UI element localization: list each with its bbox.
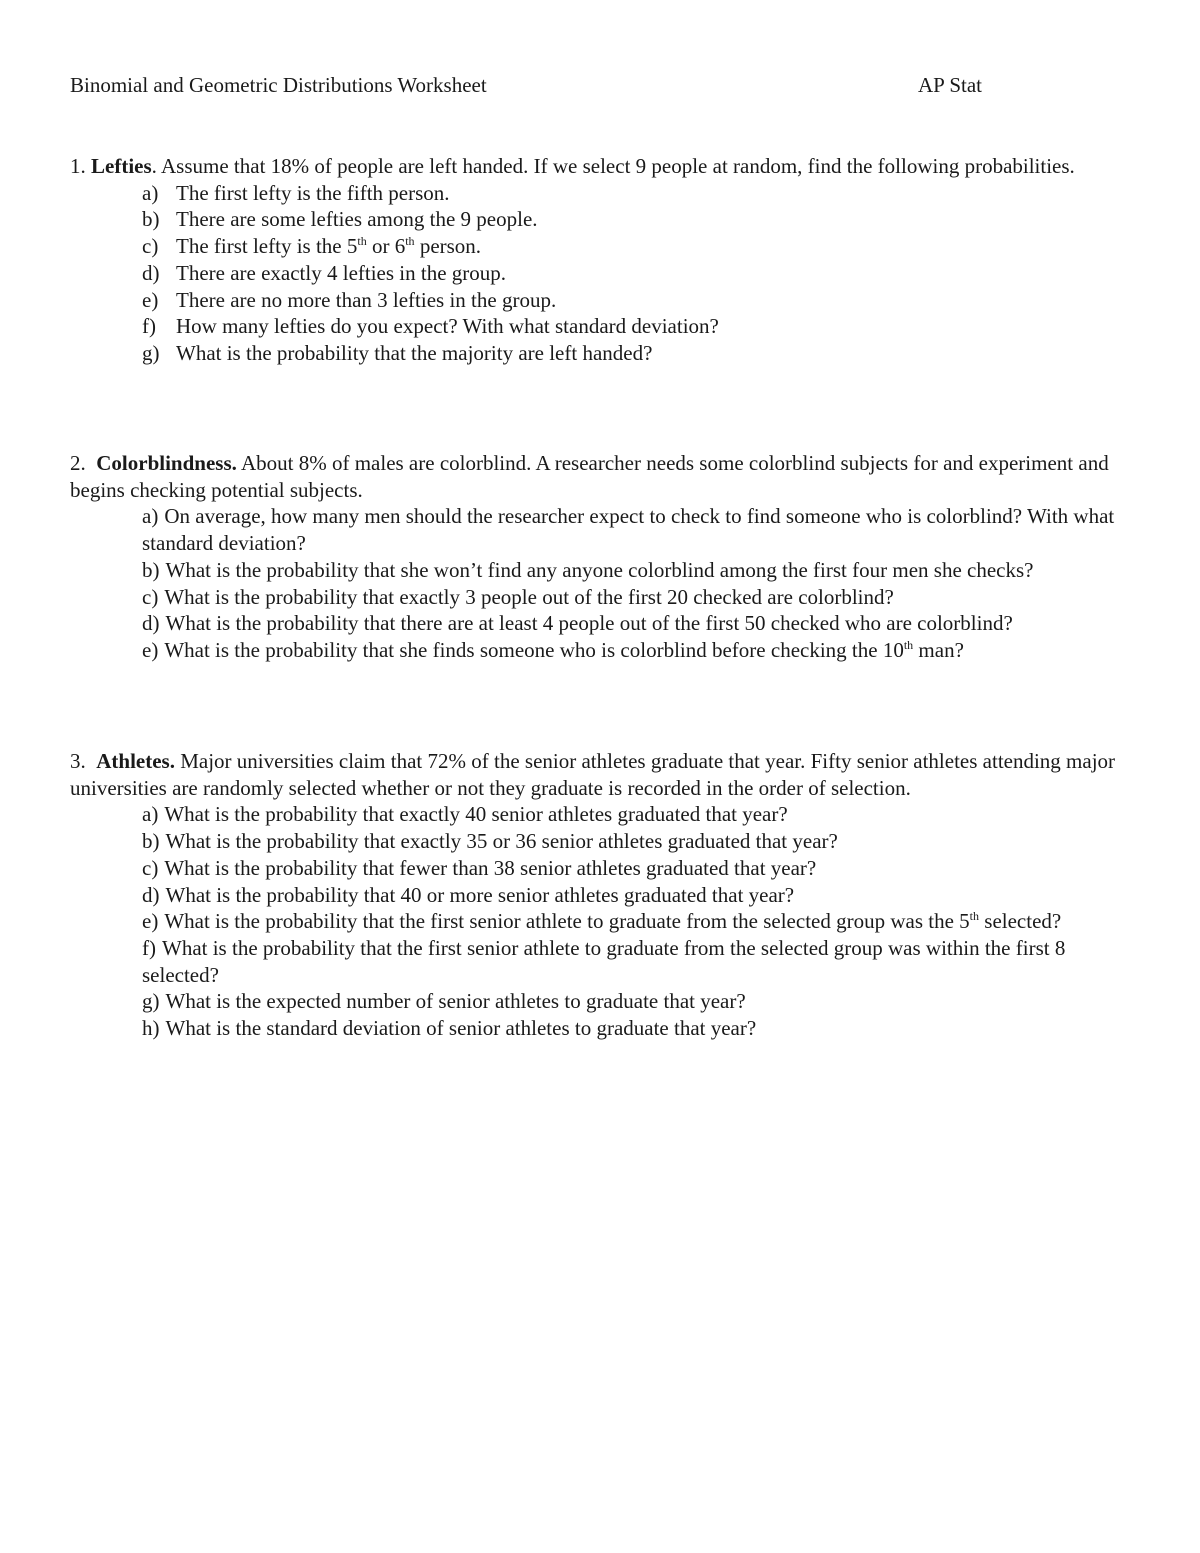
question-list	[70, 180, 1135, 367]
question-list	[70, 801, 1135, 1041]
question-list	[70, 503, 1135, 663]
question-label: b)	[142, 557, 160, 582]
question-label: h)	[142, 1016, 160, 1041]
question-item	[142, 882, 1135, 909]
problem-3-intro	[70, 748, 1135, 801]
question-item	[142, 935, 1135, 988]
problem-text: . Assume that 18% of people are left handed. If we select 9 people at random, find the following probabilities.	[151, 154, 1075, 178]
question-text: What is the probability that exactly 35 or 36 senior athletes graduated that year?	[165, 829, 838, 854]
question-text: What is the probability that the first senior athlete to graduate from the selected group was within the first 8 selected?	[142, 935, 1066, 987]
question-text: What is the standard deviation of senior athletes to graduate that year?	[165, 1016, 757, 1041]
question-item	[142, 180, 1135, 207]
question-text-pre: What is the probability that the first senior athlete to graduate from the selected group was the 5	[164, 909, 970, 934]
question-label: f)	[142, 935, 156, 960]
problem-heading: Lefties	[91, 154, 152, 178]
question-text-mid: or 6	[366, 234, 406, 259]
question-item	[142, 233, 1135, 260]
question-item	[142, 584, 1135, 611]
question-label: c)	[142, 855, 159, 880]
question-text-post: person.	[414, 234, 482, 259]
question-item	[142, 988, 1135, 1015]
problem-text: Major universities claim that 72% of the senior athletes graduate that year. Fifty senior athletes attending major universities are randomly selected whether or not they graduate is recorded in the order of selection.	[70, 749, 1116, 800]
page-header	[70, 72, 1200, 100]
question-label: a)	[142, 802, 159, 827]
question-text: What is the probability that there are at least 4 people out of the first 50 checked who are colorblind?	[165, 611, 1013, 636]
question-label: b)	[142, 829, 160, 854]
question-label: c)	[142, 584, 159, 609]
question-text: What is the expected number of senior athletes to graduate that year?	[165, 989, 746, 1014]
problem-2-intro	[70, 450, 1135, 503]
problem-text: About 8% of males are colorblind. A researcher needs some colorblind subjects for and experiment and begins checking potential subjects.	[70, 451, 1109, 502]
question-text-post: man?	[913, 637, 964, 662]
course-name: AP Stat	[918, 73, 982, 97]
question-item	[142, 503, 1135, 556]
question-text-pre: What is the probability that she finds someone who is colorblind before checking the 10	[164, 637, 904, 662]
worksheet-title: Binomial and Geometric Distributions Worksheet	[70, 73, 487, 97]
question-item	[142, 855, 1135, 882]
question-item	[142, 260, 1135, 287]
ordinal-suffix: th	[969, 909, 980, 924]
question-item	[142, 610, 1135, 637]
problem-heading: Colorblindness.	[96, 451, 237, 475]
question-text: On average, how many men should the researcher expect to check to find someone who is colorblind? With what standard deviation?	[142, 504, 1115, 556]
ordinal-suffix: th	[405, 234, 415, 249]
ordinal-suffix: th	[903, 637, 914, 652]
question-label: g)	[142, 340, 160, 365]
problem-number: 2.	[70, 451, 86, 475]
question-item	[142, 1015, 1135, 1042]
question-label: a)	[142, 504, 159, 529]
problem-heading: Athletes.	[96, 749, 175, 773]
question-text: There are no more than 3 lefties in the group.	[176, 287, 557, 312]
problem-1-intro	[70, 153, 1135, 180]
question-item	[142, 557, 1135, 584]
question-text: The first lefty is the fifth person.	[176, 180, 450, 205]
question-text: What is the probability that the majority are left handed?	[176, 340, 653, 365]
question-label: d)	[142, 260, 160, 285]
question-label: e)	[142, 637, 159, 662]
question-text: There are exactly 4 lefties in the group.	[176, 260, 507, 285]
question-label: f)	[142, 314, 156, 339]
question-label: d)	[142, 611, 160, 636]
question-label: c)	[142, 234, 159, 259]
question-text: What is the probability that exactly 3 people out of the first 20 checked are colorblind?	[164, 584, 894, 609]
question-item	[142, 637, 1135, 664]
question-item	[142, 340, 1135, 367]
question-label: d)	[142, 882, 160, 907]
question-text-pre: The first lefty is the 5	[176, 234, 358, 259]
question-item	[142, 287, 1135, 314]
question-text: What is the probability that she won’t find any anyone colorblind among the first four men she checks?	[165, 557, 1034, 582]
question-text: What is the probability that exactly 40 senior athletes graduated that year?	[164, 802, 788, 827]
question-label: g)	[142, 989, 160, 1014]
question-item	[142, 908, 1135, 935]
problem-3	[70, 748, 1135, 1042]
question-label: a)	[142, 180, 159, 205]
problem-number: 1.	[70, 154, 86, 178]
question-text: How many lefties do you expect? With what standard deviation?	[176, 314, 719, 339]
question-label: b)	[142, 207, 160, 232]
question-text: What is the probability that 40 or more senior athletes graduated that year?	[165, 882, 795, 907]
question-item	[142, 313, 1135, 340]
question-item	[142, 828, 1135, 855]
question-item	[142, 801, 1135, 828]
question-text: What is the probability that fewer than 38 senior athletes graduated that year?	[164, 855, 817, 880]
problem-2	[70, 450, 1135, 664]
ordinal-suffix: th	[357, 234, 367, 249]
question-item	[142, 206, 1135, 233]
problem-number: 3.	[70, 749, 86, 773]
question-label: e)	[142, 909, 159, 934]
question-text: There are some lefties among the 9 people.	[176, 207, 538, 232]
question-text-post: selected?	[979, 909, 1062, 934]
question-label: e)	[142, 287, 159, 312]
problem-1	[70, 153, 1135, 367]
